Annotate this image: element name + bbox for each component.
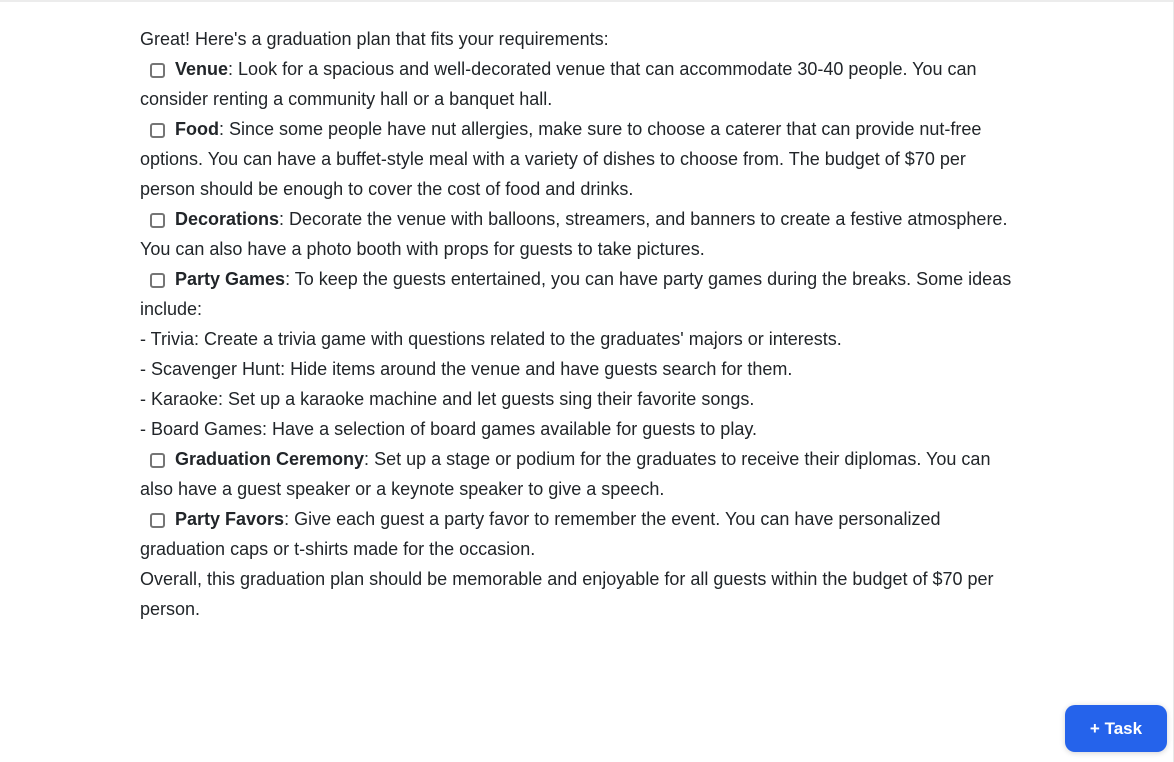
task-label-venue: Venue — [175, 59, 229, 79]
game-idea-trivia: - Trivia: Create a trivia game with questions related to the graduates' majors or interests. — [140, 329, 842, 349]
task-label-graduation-ceremony: Graduation Ceremony — [175, 449, 365, 469]
task-checkbox-party-favors[interactable] — [150, 513, 165, 528]
task-checkbox-decorations[interactable] — [150, 213, 165, 228]
task-label-food: Food — [175, 119, 219, 139]
add-task-button[interactable]: + Task — [1065, 705, 1167, 752]
assistant-message — [140, 24, 1020, 624]
window-top-border — [0, 0, 1174, 2]
task-checkbox-venue[interactable] — [150, 63, 165, 78]
task-description-venue: Look for a spacious and well-decorated venue that can accommodate 30-40 people. You can consider renting a community hall or a banquet hall. — [140, 59, 977, 109]
task-label-party-games: Party Games — [175, 269, 286, 289]
task-description-party-favors: Give each guest a party favor to remember the event. You can have personalized graduation caps or t-shirts made for the occasion. — [140, 509, 941, 559]
separator: : — [364, 449, 375, 469]
outro-text: Overall, this graduation plan should be memorable and enjoyable for all guests within the budget of $70 per person. — [140, 569, 994, 619]
task-item-party-favors — [140, 504, 1020, 564]
game-idea-scavenger-hunt: - Scavenger Hunt: Hide items around the venue and have guests search for them. — [140, 359, 793, 379]
task-description-decorations: Decorate the venue with balloons, streamers, and banners to create a festive atmosphere. You can also have a photo booth with props for guests to take pictures. — [140, 209, 1008, 259]
task-checkbox-party-games[interactable] — [150, 273, 165, 288]
task-item-venue — [140, 54, 1020, 114]
separator: : — [284, 509, 295, 529]
task-item-food — [140, 114, 1020, 204]
task-description-party-games: To keep the guests entertained, you can have party games during the breaks. Some ideas include: — [140, 269, 1012, 319]
task-label-decorations: Decorations — [175, 209, 280, 229]
separator: : — [285, 269, 295, 289]
task-item-graduation-ceremony — [140, 444, 1020, 504]
task-description-graduation-ceremony: Set up a stage or podium for the graduates to receive their diplomas. You can also have a guest speaker or a keynote speaker to give a speech. — [140, 449, 991, 499]
game-idea-karaoke: - Karaoke: Set up a karaoke machine and let guests sing their favorite songs. — [140, 389, 755, 409]
task-description-food: Since some people have nut allergies, make sure to choose a caterer that can provide nut-free options. You can have a buffet-style meal with a variety of dishes to choose from. The budget of $70 per person should be enough to cover the cost of food and drinks. — [140, 119, 982, 199]
task-item-party-games — [140, 264, 1020, 324]
task-checkbox-graduation-ceremony[interactable] — [150, 453, 165, 468]
task-label-party-favors: Party Favors — [175, 509, 285, 529]
separator: : — [228, 59, 239, 79]
separator: : — [279, 209, 290, 229]
intro-text: Great! Here's a graduation plan that fits your requirements: — [140, 29, 609, 49]
task-checkbox-food[interactable] — [150, 123, 165, 138]
separator: : — [218, 119, 229, 139]
task-item-decorations — [140, 204, 1020, 264]
game-idea-board-games: - Board Games: Have a selection of board games available for guests to play. — [140, 419, 757, 439]
